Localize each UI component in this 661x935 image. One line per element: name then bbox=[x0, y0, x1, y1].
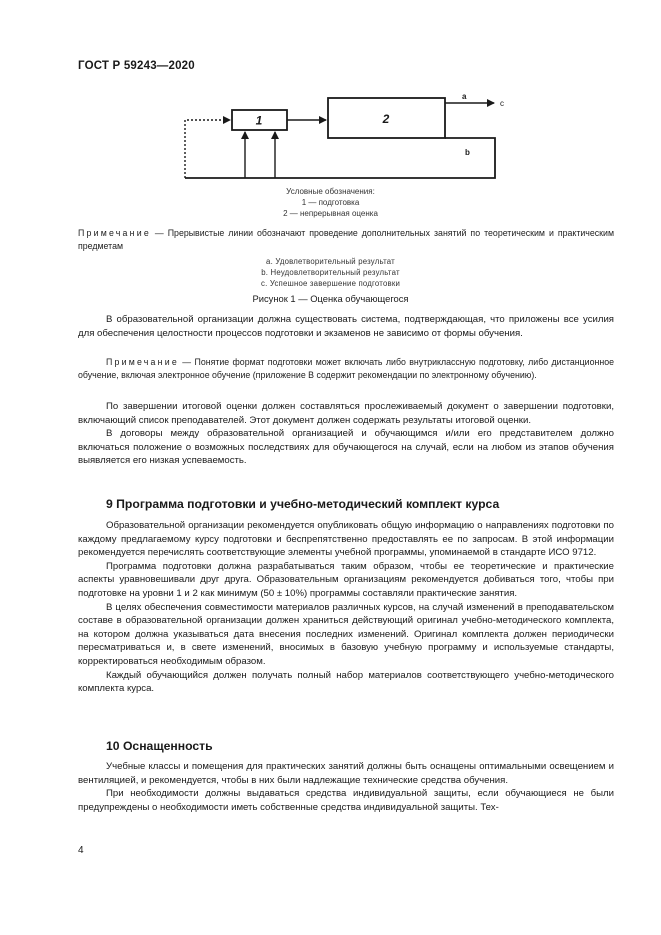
label-c: c bbox=[500, 99, 504, 108]
result-b: b. Неудовлетворительный результат bbox=[261, 268, 400, 277]
section8-note bbox=[78, 356, 614, 381]
section8-tail-2 bbox=[78, 400, 614, 468]
figure-caption: Рисунок 1 — Оценка обучающегося bbox=[252, 293, 409, 304]
paragraph: Учебные классы и помещения для практических занятий должны быть оснащены оптимальными освещением и вентиляцией, и рекомендуется, чтобы в них были надлежащие технические средства обучения. bbox=[78, 761, 614, 786]
diagram-legend bbox=[0, 186, 661, 219]
note-text: — Понятие формат подготовки может включать либо внутриклассную подготовку, либо дистанционное обучение, включая электронное обучение (приложение В содержит рекомендации по электронному обучению). bbox=[78, 357, 614, 380]
paragraph: В договоры между образовательной организацией и обучающимся и/или его представителем должно включаться положение о возможных последствиях для обучающегося на случай, если на любом из этапов обучения выявляется его низкая успеваемость. bbox=[78, 428, 614, 467]
paragraph: При необходимости должны выдаваться средства индивидуальной защиты, если обучающиеся не были предупреждены о необходимости иметь собственные средства индивидуальной защиты. Тех- bbox=[78, 788, 614, 813]
assessment-diagram bbox=[150, 85, 530, 190]
section10-body bbox=[78, 760, 614, 814]
label-b: b bbox=[465, 148, 470, 157]
section10-title: 10 Оснащенность bbox=[106, 739, 213, 753]
section8-tail bbox=[78, 313, 614, 340]
paragraph: В образовательной организации должна существовать система, подтверждающая, что приложены все усилия для обеспечения целостности процессов подготовки и экзаменов не зависимо от формы обучения. bbox=[78, 314, 614, 339]
result-a: a. Удовлетворительный результат bbox=[266, 257, 395, 266]
note-paragraph bbox=[78, 356, 614, 381]
diagram-box-1-label: 1 bbox=[255, 113, 263, 128]
label-a: a bbox=[462, 92, 467, 101]
result-c: c. Успешное завершение подготовки bbox=[260, 279, 400, 288]
legend-item-1: 1 — подготовка bbox=[301, 198, 360, 207]
paragraph: По завершении итоговой оценки должен составляться прослеживаемый документ о завершении подготовки, включающий список преподавателей. Этот документ должен содержать результаты итоговой оценки. bbox=[78, 401, 614, 426]
paragraph: В целях обеспечения совместимости материалов различных курсов, на случай изменений в преподавательском составе в образовательной организации должен храниться действующий оригинал учебно-методического комплекта, на котором должна указываться дата внесения последних изменений. Оригинал комплекта должен периодически пересматриваться и, в свете изменений, вносимых в базовую учебную программу и используемые стандарты, корректироваться необходимым образом. bbox=[78, 601, 614, 667]
legend-title: Условные обозначения: bbox=[286, 187, 375, 196]
diagram-box-2-label: 2 bbox=[382, 112, 390, 126]
document-header: ГОСТ Р 59243—2020 bbox=[78, 60, 195, 72]
paragraph: Программа подготовки должна разрабатываться таким образом, чтобы ее теоретические и практические аспекты уравновешивали друг друга. Образовательным организациям рекомендуется добиваться того, чтобы при подготовке на уровни 1 и 2 как минимум (50 ± 10%) программы составляли практические занятия. bbox=[78, 560, 614, 599]
figure-note-label: Примечание bbox=[78, 228, 151, 238]
section9-body bbox=[78, 519, 614, 696]
figure-note bbox=[78, 227, 614, 252]
dotted-loop bbox=[185, 120, 230, 178]
results-list bbox=[0, 256, 661, 289]
note-label: Примечание bbox=[106, 357, 179, 367]
figure-note-text: — Прерывистые линии обозначают проведение дополнительных занятий по теоретическим и практическим предметам bbox=[78, 228, 614, 251]
legend-item-2: 2 — непрерывная оценка bbox=[283, 209, 378, 218]
section9-title: 9 Программа подготовки и учебно-методический комплект курса bbox=[106, 497, 500, 511]
paragraph: Образовательной организации рекомендуется опубликовать общую информацию о направлениях подготовки по каждому предлагаемому курсу подготовки и беспрепятственно предоставлять ее по запросам. В этой информации рекомендуется перечислять соответствующие элементы учебной программы, упоминаемой в стандарте ИСО 9712. bbox=[78, 520, 614, 559]
feedback-loop-b bbox=[185, 138, 495, 178]
paragraph: Каждый обучающийся должен получать полный набор материалов соответствующего учебно-методического комплекта курса. bbox=[78, 669, 614, 695]
page-number: 4 bbox=[78, 845, 84, 856]
